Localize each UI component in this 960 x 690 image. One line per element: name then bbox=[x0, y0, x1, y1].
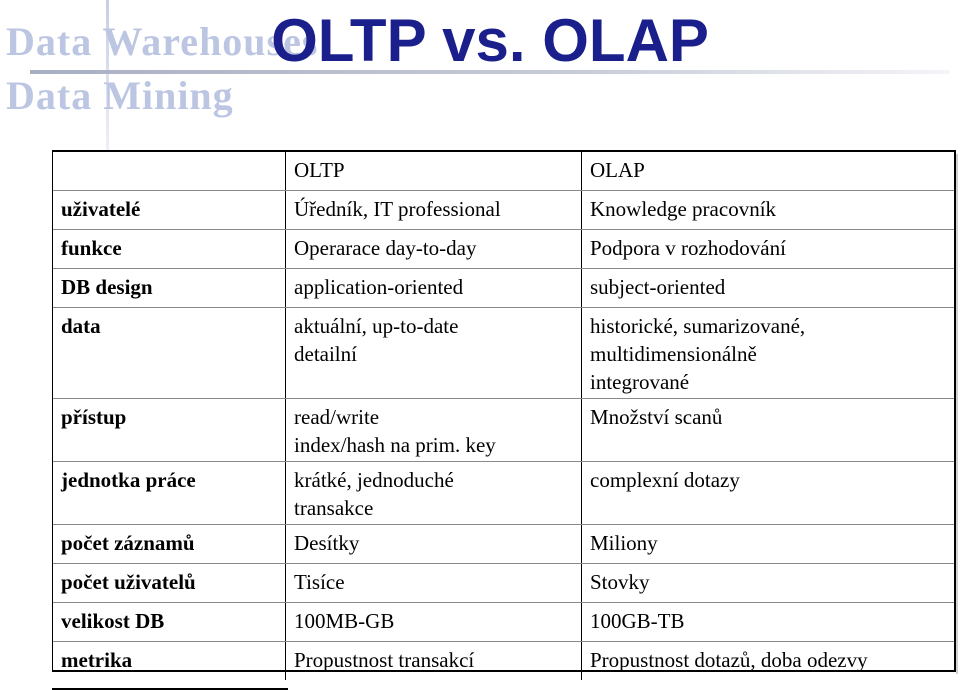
oltp-cell bbox=[286, 308, 582, 399]
olap-cell bbox=[582, 564, 955, 603]
oltp-cell-line: Propustnost transakcí bbox=[294, 648, 475, 672]
table-header-row bbox=[53, 152, 954, 191]
oltp-cell bbox=[286, 642, 582, 681]
oltp-cell bbox=[286, 230, 582, 269]
oltp-cell-line: detailní bbox=[294, 342, 357, 366]
olap-cell bbox=[582, 269, 955, 308]
olap-cell-line: historické, sumarizované, bbox=[590, 314, 806, 338]
oltp-cell bbox=[286, 462, 582, 525]
header-cell-oltp: OLTP bbox=[286, 152, 582, 191]
oltp-cell bbox=[286, 564, 582, 603]
oltp-cell bbox=[286, 603, 582, 642]
comparison-table-frame bbox=[52, 150, 956, 672]
oltp-cell-line: 100MB-GB bbox=[294, 609, 395, 633]
oltp-cell-line: transakce bbox=[294, 496, 374, 520]
olap-cell-line: 100GB-TB bbox=[590, 609, 685, 633]
row-label: metrika bbox=[61, 648, 133, 672]
olap-cell bbox=[582, 230, 955, 269]
olap-cell-line: Knowledge pracovník bbox=[590, 197, 777, 221]
olap-cell bbox=[582, 525, 955, 564]
row-label: uživatelé bbox=[53, 191, 286, 230]
table-row bbox=[53, 269, 954, 308]
table-row bbox=[53, 564, 954, 603]
olap-cell-line: Propustnost dotazů, doba odezvy bbox=[590, 648, 868, 672]
header-cell-olap: OLAP bbox=[582, 152, 955, 191]
olap-cell-line: Stovky bbox=[590, 570, 650, 594]
row-label: funkce bbox=[53, 230, 286, 269]
olap-cell-line: multidimensionálně bbox=[590, 342, 757, 366]
olap-cell-line: Podpora v rozhodování bbox=[590, 236, 786, 260]
olap-cell bbox=[582, 642, 955, 681]
oltp-cell-line: aktuální, up-to-date bbox=[294, 314, 459, 338]
olap-cell bbox=[582, 462, 955, 525]
oltp-cell-line: Úředník, IT professional bbox=[294, 197, 501, 221]
olap-cell-line: Množství scanů bbox=[590, 405, 723, 429]
table-row bbox=[53, 308, 954, 399]
row-label: data bbox=[53, 308, 286, 399]
oltp-cell-line: read/write bbox=[294, 405, 380, 429]
olap-cell-line: complexní dotazy bbox=[590, 468, 740, 492]
row-label: počet záznamů bbox=[53, 525, 286, 564]
olap-cell-line: subject-oriented bbox=[590, 275, 726, 299]
table-row bbox=[53, 642, 954, 681]
table-row bbox=[53, 399, 954, 462]
logo-text-line1: Data Warehouses bbox=[6, 19, 319, 64]
table-row bbox=[53, 603, 954, 642]
oltp-cell-line: Desítky bbox=[294, 531, 360, 555]
comparison-table bbox=[53, 152, 954, 680]
olap-cell bbox=[582, 191, 955, 230]
oltp-cell-line: index/hash na prim. key bbox=[294, 433, 496, 457]
table-row bbox=[53, 230, 954, 269]
logo-text-line2: Data Mining bbox=[6, 73, 234, 118]
olap-cell bbox=[582, 399, 955, 462]
header-cell-label bbox=[53, 152, 286, 191]
table-row bbox=[53, 525, 954, 564]
table-row bbox=[53, 462, 954, 525]
table-shadow bbox=[956, 154, 958, 674]
row-label: jednotka práce bbox=[53, 462, 286, 525]
oltp-cell-line: application-oriented bbox=[294, 275, 464, 299]
oltp-cell-line: Tisíce bbox=[294, 570, 345, 594]
oltp-cell bbox=[286, 399, 582, 462]
row-label: přístup bbox=[53, 399, 286, 462]
oltp-cell bbox=[286, 269, 582, 308]
table-row bbox=[53, 191, 954, 230]
olap-cell bbox=[582, 603, 955, 642]
row-label: počet uživatelů bbox=[53, 564, 286, 603]
oltp-cell-line: krátké, jednoduché bbox=[294, 468, 454, 492]
oltp-cell-line: Operarace day-to-day bbox=[294, 236, 477, 260]
oltp-cell bbox=[286, 191, 582, 230]
slide-title: OLTP vs. OLAP bbox=[271, 7, 709, 74]
row-label: velikost DB bbox=[53, 603, 286, 642]
oltp-cell bbox=[286, 525, 582, 564]
olap-cell-line: Miliony bbox=[590, 531, 658, 555]
row-label: DB design bbox=[53, 269, 286, 308]
olap-cell bbox=[582, 308, 955, 399]
olap-cell-line: integrované bbox=[590, 370, 690, 394]
